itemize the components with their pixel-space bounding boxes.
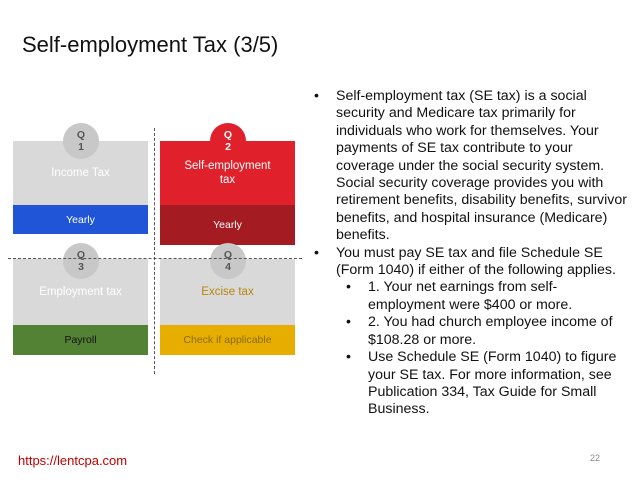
sub-bullet-item	[346, 279, 632, 314]
sub-bullet-text: 2. You had church employee income of $108.28 or more.	[368, 314, 613, 348]
quadrant-1-bar: Yearly	[13, 205, 148, 234]
quadrant-1-number: 1	[78, 141, 84, 153]
bullet-text: You must pay SE tax and file Schedule SE (Form 1040) if either of the following applies.	[336, 244, 616, 279]
quadrant-4-bar: Check if applicable	[160, 325, 295, 355]
sub-bullet-item	[346, 349, 632, 419]
sub-bullet-text: Use Schedule SE (Form 1040) to figure your SE tax. For more information, see Publication 334, Tax Guide for Small Business.	[368, 349, 617, 418]
bullet-dot-icon: •	[346, 279, 351, 296]
quadrant-2-bar: Yearly	[160, 205, 295, 245]
bullet-item	[314, 88, 632, 245]
quadrant-3-label: Employment tax	[13, 259, 148, 325]
quadrant-2-label: Self-employment tax	[160, 141, 295, 205]
horizontal-divider	[8, 258, 302, 259]
bullet-dot-icon: •	[346, 349, 351, 366]
vertical-divider	[154, 128, 155, 374]
quadrant-4-number: 4	[225, 261, 231, 273]
bullet-list	[314, 88, 632, 419]
quadrant-4-badge	[210, 243, 246, 279]
bullet-dot-icon: •	[314, 244, 319, 261]
bullet-item	[314, 245, 632, 280]
page-number: 22	[590, 453, 601, 463]
quadrant-1-q: Q	[76, 129, 86, 141]
quadrant-3-badge	[63, 243, 99, 279]
quadrant-3-number: 3	[78, 261, 84, 273]
slide-title: Self-employment Tax (3/5)	[22, 32, 279, 57]
sub-bullet-item	[346, 314, 632, 349]
quadrant-2-q: Q	[223, 129, 233, 141]
bullet-dot-icon: •	[346, 314, 351, 331]
quadrant-1-badge	[63, 123, 99, 159]
quadrant-3-bar: Payroll	[13, 325, 148, 355]
bullet-text: Self-employment tax (SE tax) is a social security and Medicare tax primarily for individuals who work for themselves. Your payments of SE tax contribute to your coverage under the social security system. Social security coverage provides you with retirement benefits, disability benefits, survivor benefits, and hospital insurance (Medicare) benefits.	[336, 88, 627, 244]
sub-bullet-text: 1. Your net earnings from self-employment were $400 or more.	[368, 279, 573, 313]
quadrant-4-q: Q	[223, 249, 233, 261]
quadrant-2-number: 2	[225, 141, 231, 153]
quadrant-1-label: Income Tax	[13, 141, 148, 205]
quadrant-2-badge	[210, 123, 246, 159]
quadrant-4-label: Excise tax	[160, 259, 295, 325]
footer-link[interactable]: https://lentcpa.com	[18, 453, 128, 468]
bullet-dot-icon: •	[314, 88, 319, 104]
quadrant-3-q: Q	[76, 249, 86, 261]
